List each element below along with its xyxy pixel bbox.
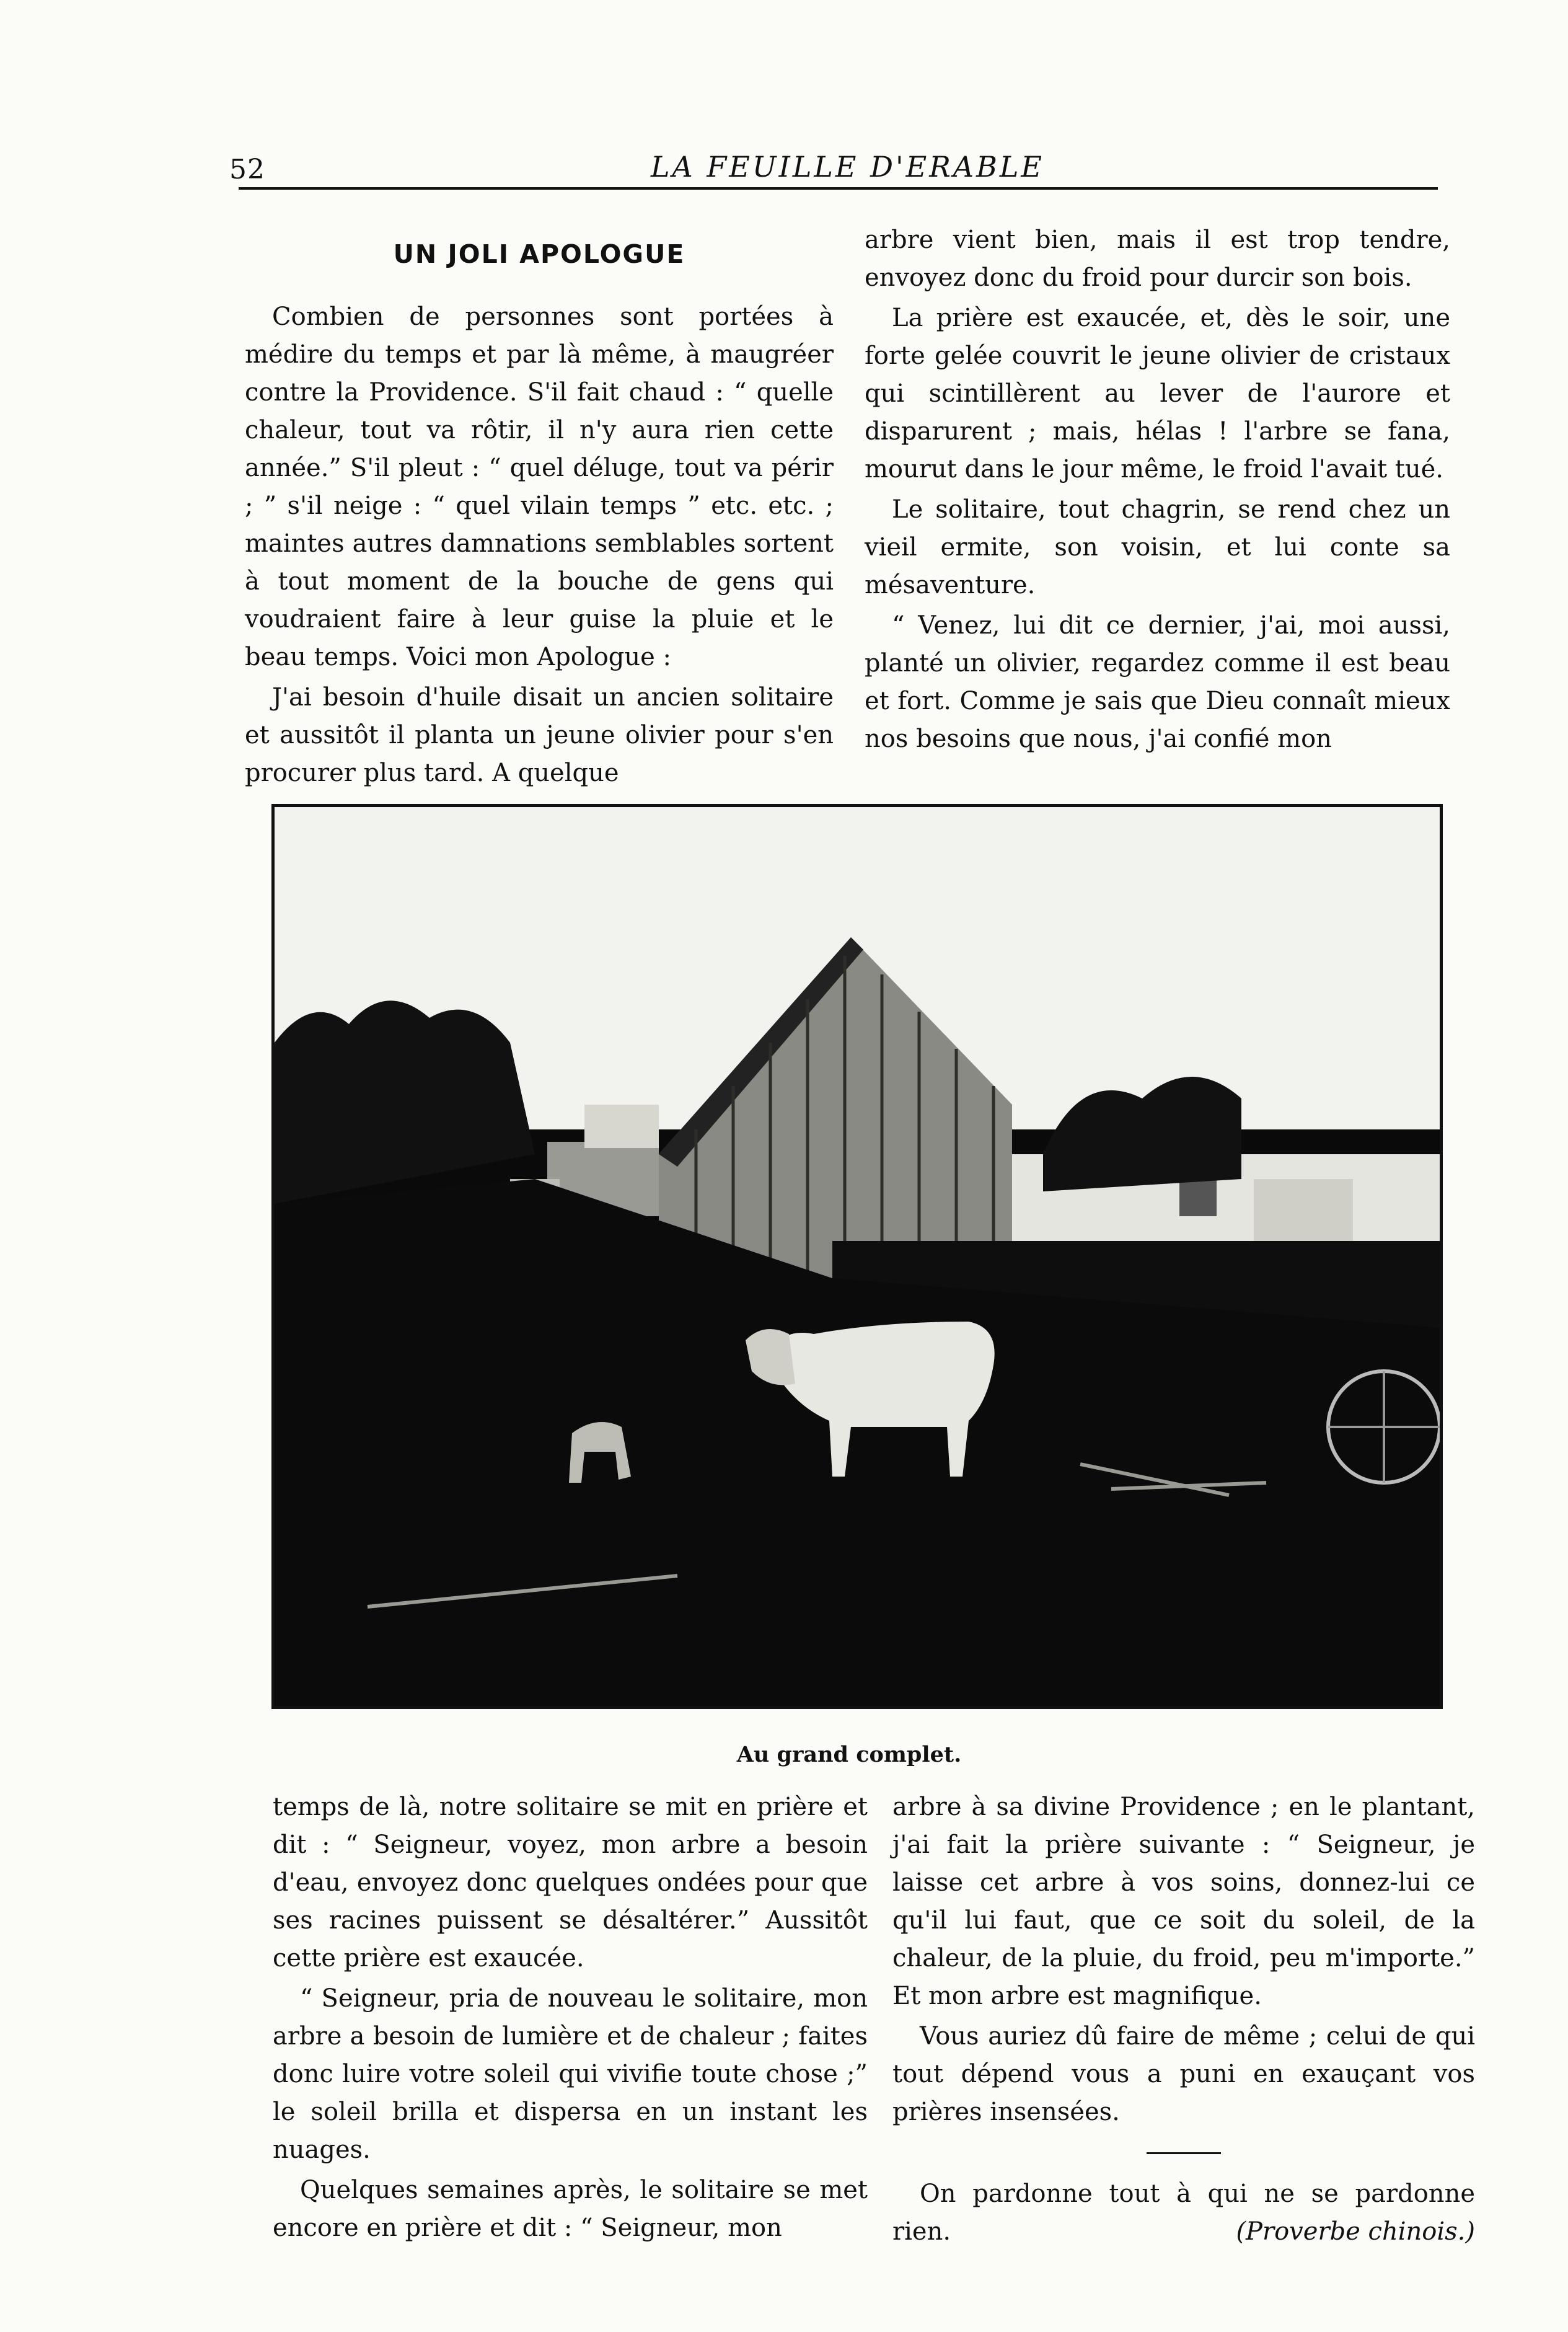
paragraph: “ Venez, lui dit ce dernier, j'ai, moi aussi, planté un olivier, regardez comme il est beau et fort. Comme je sais que Dieu connaît mieux nos besoins que nous, j'ai confié mon — [865, 611, 1450, 753]
paragraph: J'ai besoin d'huile disait un ancien solitaire et aussitôt il planta un jeune olivier pour s'en procurer plus tard. A quelque — [245, 683, 834, 787]
page-number: 52 — [229, 154, 265, 185]
paragraph: La prière est exaucée, et, dès le soir, une forte gelée couvrit le jeune olivier de cristaux qui scintillèrent au lever de l'aurore et disparurent ; mais, hélas ! l'arbre se fana, mourut dans le jour même, le froid l'avait tué. — [865, 304, 1450, 484]
barn-and-cows-image — [275, 807, 1440, 1706]
column-top-right — [865, 221, 1450, 761]
paragraph: Quelques semaines après, le solitaire se met encore en prière et dit : “ Seigneur, mon — [273, 2176, 868, 2242]
paragraph: Le solitaire, tout chagrin, se rend chez un vieil ermite, son voisin, et lui conte sa mésaventure. — [865, 495, 1450, 599]
proverb — [892, 2175, 1475, 2251]
paragraph: “ Seigneur, pria de nouveau le solitaire, mon arbre a besoin de lumière et de chaleur ; faites donc luire votre soleil qui vivifie toute chose ;” le soleil brilla et dispersa en un instant les nuages. — [273, 1984, 868, 2164]
paragraph-continued: temps de là, notre solitaire se mit en prière et dit : “ Seigneur, voyez, mon arbre a besoin d'eau, envoyez donc quelques ondées pour que ses racines puissent se désaltérer.” Aussitôt cette prière est exaucée. — [273, 1793, 868, 1972]
paragraph-continued: arbre à sa divine Providence ; en le plantant, j'ai fait la prière suivante : “ Seigneur, je laisse cet arbre à vos soins, donnez-lui ce qu'il lui faut, que ce soit du soleil, de la chaleur, de la pluie, du froid, peu m'importe.” Et mon arbre est magnifique. — [892, 1793, 1475, 2010]
farm-photograph — [271, 804, 1443, 1709]
section-divider — [1147, 2152, 1221, 2154]
column-bottom-left — [273, 1788, 868, 2250]
proverb-source: (Proverbe chinois.) — [1236, 2217, 1475, 2246]
paragraph-continued: arbre vient bien, mais il est trop tendre, envoyez donc du froid pour durcir son bois. — [865, 226, 1450, 292]
header-rule — [239, 187, 1438, 190]
proverb-text: On pardonne tout à qui ne se pardonne rien. — [892, 2180, 1475, 2246]
column-top-left — [245, 236, 834, 795]
paragraph: Vous auriez dû faire de même ; celui de qui tout dépend vous a puni en exauçant vos prières insensées. — [892, 2022, 1475, 2126]
paragraph: Combien de personnes sont portées à médire du temps et par là même, à maugréer contre la Providence. S'il fait chaud : “ quelle chaleur, tout va rôtir, il n'y aura rien cette année.” S'il pleut : “ quel déluge, tout va périr ; ” s'il neige : “ quel vilain temps ” etc. etc. ; maintes autres damnations semblables sortent à tout moment de la bouche de gens qui voudraient faire à leur guise la pluie et le beau temps. Voici mon Apologue : — [245, 303, 834, 671]
photo-caption: Au grand complet. — [736, 1742, 962, 1767]
article-title: UN JOLI APOLOGUE — [393, 239, 685, 269]
running-title: LA FEUILLE D'ERABLE — [651, 150, 1045, 183]
column-bottom-right — [892, 1788, 1475, 2253]
